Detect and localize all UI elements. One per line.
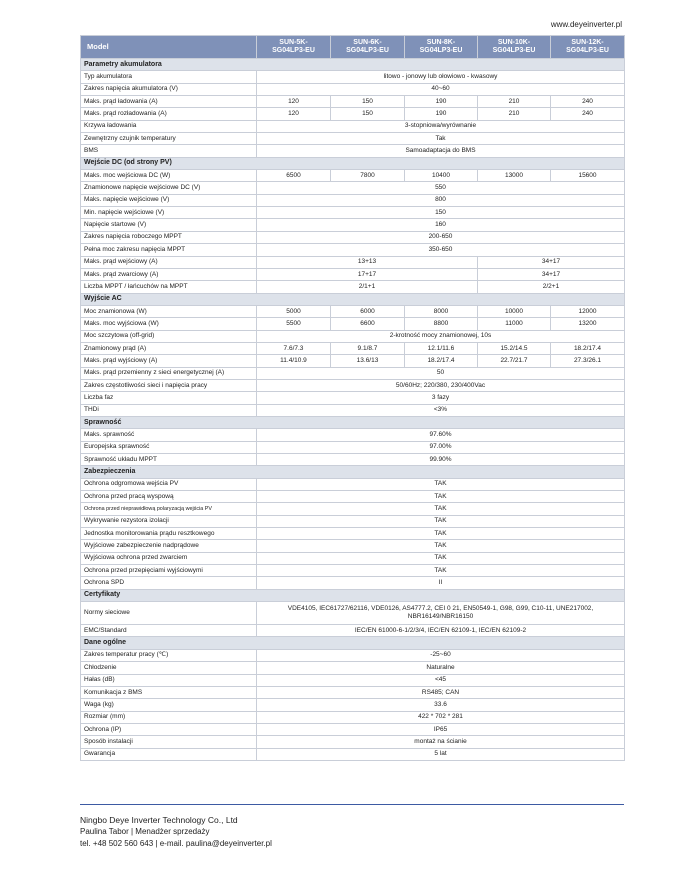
row-label: BMS: [81, 145, 257, 157]
table-row: [81, 268, 625, 280]
model-column-header: SUN-6K- SG04LP3-EU: [331, 36, 405, 59]
row-value: 8000: [405, 305, 478, 317]
row-value: 240: [551, 108, 625, 120]
row-value: 5 lat: [257, 748, 625, 760]
row-value: 11000: [478, 318, 551, 330]
row-value: II: [257, 577, 625, 589]
table-row: [81, 540, 625, 552]
table-row: [81, 83, 625, 95]
row-value: 800: [257, 194, 625, 206]
footer-company: Ningbo Deye Inverter Technology Co., Ltd: [80, 815, 238, 825]
row-value: 97.00%: [257, 441, 625, 453]
table-row: [81, 686, 625, 698]
table-row: [81, 478, 625, 490]
row-value: 97.60%: [257, 429, 625, 441]
model-header: Model: [81, 36, 257, 59]
table-row: [81, 491, 625, 503]
row-value: -25~60: [257, 649, 625, 661]
table-row: [81, 96, 625, 108]
row-value: 10000: [478, 305, 551, 317]
footer-contact-details[interactable]: tel. +48 502 560 643 | e-mail. paulina@deyeinverter.pl: [80, 839, 272, 848]
row-label: Ochrona przed przepięciami wyjściowymi: [81, 565, 257, 577]
table-row: [81, 318, 625, 330]
table-row: [81, 231, 625, 243]
section-title: Wejście DC (od strony PV): [81, 157, 625, 169]
row-value: 6500: [257, 170, 331, 182]
row-value: 7800: [331, 170, 405, 182]
row-value: 2/1+1: [257, 281, 478, 293]
table-row: [81, 392, 625, 404]
row-value: 27.3/26.1: [551, 355, 625, 367]
model-column-header: SUN-8K- SG04LP3-EU: [405, 36, 478, 59]
row-value: Naturalne: [257, 662, 625, 674]
row-value: 5000: [257, 305, 331, 317]
row-label: Waga (kg): [81, 699, 257, 711]
table-row: [81, 145, 625, 157]
row-label: Jednostka monitorowania prądu resztkowego: [81, 528, 257, 540]
row-value: 40~60: [257, 83, 625, 95]
table-row: [81, 367, 625, 379]
model-column-header: SUN-12K- SG04LP3-EU: [551, 36, 625, 59]
table-row: [81, 120, 625, 132]
row-value: 13+13: [257, 256, 478, 268]
row-label: Sposób instalacji: [81, 736, 257, 748]
row-label: Maks. prąd zwarciowy (A): [81, 268, 257, 280]
section-header-row: [81, 59, 625, 71]
row-label: Wyjściowa ochrona przed zwarciem: [81, 552, 257, 564]
row-value: 33.6: [257, 699, 625, 711]
row-value: TAK: [257, 528, 625, 540]
table-row: [81, 429, 625, 441]
table-row: [81, 355, 625, 367]
row-label: Krzywa ładowania: [81, 120, 257, 132]
row-value: 160: [257, 219, 625, 231]
row-value: 210: [478, 96, 551, 108]
table-header-row: [81, 36, 625, 59]
row-value: 34+17: [478, 268, 625, 280]
row-value: Samoadaptacja do BMS: [257, 145, 625, 157]
row-value: 12000: [551, 305, 625, 317]
row-label: Znamionowy prąd (A): [81, 342, 257, 354]
row-label: Europejska sprawność: [81, 441, 257, 453]
table-row: [81, 170, 625, 182]
row-label: Sprawność układu MPPT: [81, 454, 257, 466]
table-row: [81, 515, 625, 527]
section-header-row: [81, 416, 625, 428]
table-row: [81, 625, 625, 637]
row-value: 15600: [551, 170, 625, 182]
model-column-header: SUN-5K- SG04LP3-EU: [257, 36, 331, 59]
table-row: [81, 194, 625, 206]
table-row: [81, 441, 625, 453]
row-label: Maks. prąd ładowania (A): [81, 96, 257, 108]
row-value: 50/60Hz; 220/380, 230/400Vac: [257, 379, 625, 391]
row-label: Typ akumulatora: [81, 71, 257, 83]
row-value: 120: [257, 108, 331, 120]
row-label: Moc znamionowa (W): [81, 305, 257, 317]
row-value: IP65: [257, 723, 625, 735]
section-title: Zabezpieczenia: [81, 466, 625, 478]
row-value: 13000: [478, 170, 551, 182]
table-row: [81, 108, 625, 120]
section-header-row: [81, 637, 625, 649]
row-value: 190: [405, 96, 478, 108]
row-value: 550: [257, 182, 625, 194]
row-value: 422 * 702 * 281: [257, 711, 625, 723]
row-value: 350-650: [257, 244, 625, 256]
row-value: 9.1/8.7: [331, 342, 405, 354]
table-row: [81, 454, 625, 466]
table-row: [81, 565, 625, 577]
table-row: [81, 71, 625, 83]
row-value: 8800: [405, 318, 478, 330]
table-row: [81, 133, 625, 145]
row-value: 18.2/17.4: [551, 342, 625, 354]
row-value: TAK: [257, 491, 625, 503]
row-label: Ochrona odgromowa wejścia PV: [81, 478, 257, 490]
section-header-row: [81, 157, 625, 169]
spec-table: [80, 35, 625, 761]
row-value: 34+17: [478, 256, 625, 268]
table-row: [81, 219, 625, 231]
row-value: 22.7/21.7: [478, 355, 551, 367]
row-value: 99.90%: [257, 454, 625, 466]
row-value: 10400: [405, 170, 478, 182]
row-value: IEC/EN 61000-6-1/2/3/4, IEC/EN 62109-1, IEC/EN 62109-2: [257, 625, 625, 637]
table-row: [81, 503, 625, 515]
table-row: [81, 736, 625, 748]
table-row: [81, 305, 625, 317]
row-label: Maks. prąd rozładowania (A): [81, 108, 257, 120]
footer-contact-person: Paulina Tabor | Menadżer sprzedaży: [80, 827, 210, 836]
footer: [80, 814, 272, 850]
row-label: Liczba faz: [81, 392, 257, 404]
row-value: TAK: [257, 515, 625, 527]
row-value: TAK: [257, 503, 625, 515]
row-value: 190: [405, 108, 478, 120]
row-label: Komunikacja z BMS: [81, 686, 257, 698]
table-row: [81, 723, 625, 735]
row-value: 5500: [257, 318, 331, 330]
section-title: Dane ogólne: [81, 637, 625, 649]
row-value: RS485; CAN: [257, 686, 625, 698]
table-row: [81, 674, 625, 686]
row-label: Znamionowe napięcie wejściowe DC (V): [81, 182, 257, 194]
table-row: [81, 182, 625, 194]
row-value: 12.1/11.6: [405, 342, 478, 354]
row-label: Moc szczytowa (off-grid): [81, 330, 257, 342]
row-label: Maks. moc wyjściowa (W): [81, 318, 257, 330]
row-label: Min. napięcie wejściowe (V): [81, 207, 257, 219]
model-column-header: SUN-10K- SG04LP3-EU: [478, 36, 551, 59]
row-label: Liczba MPPT / łańcuchów na MPPT: [81, 281, 257, 293]
row-label: Napięcie startowe (V): [81, 219, 257, 231]
row-label: Pełna moc zakresu napięcia MPPT: [81, 244, 257, 256]
row-value: 3-stopniowa/wyrównanie: [257, 120, 625, 132]
section-title: Sprawność: [81, 416, 625, 428]
table-row: [81, 699, 625, 711]
row-label: Maks. prąd wyjściowy (A): [81, 355, 257, 367]
row-value: 150: [257, 207, 625, 219]
row-label: Wykrywanie rezystora izolacji: [81, 515, 257, 527]
table-row: [81, 379, 625, 391]
row-value: 13.6/13: [331, 355, 405, 367]
row-value: 13200: [551, 318, 625, 330]
section-title: Parametry akumulatora: [81, 59, 625, 71]
row-label: Ochrona (IP): [81, 723, 257, 735]
section-header-row: [81, 589, 625, 601]
row-value: litowo - jonowy lub ołowiowo - kwasowy: [257, 71, 625, 83]
row-value: 11.4/10.9: [257, 355, 331, 367]
table-row: [81, 552, 625, 564]
row-label: Ochrona SPD: [81, 577, 257, 589]
row-value: TAK: [257, 540, 625, 552]
row-value: 6600: [331, 318, 405, 330]
row-value: 17+17: [257, 268, 478, 280]
row-label: Maks. moc wejściowa DC (W): [81, 170, 257, 182]
row-label: Normy sieciowe: [81, 602, 257, 625]
row-value: 3 fazy: [257, 392, 625, 404]
section-header-row: [81, 466, 625, 478]
row-label: Gwarancja: [81, 748, 257, 760]
row-value: 50: [257, 367, 625, 379]
table-row: [81, 748, 625, 760]
footer-divider: [80, 804, 624, 805]
row-value: VDE4105, IEC61727/62116, VDE0126, AS4777.2, CEI 0 21, EN50549-1, G98, G99, C10-11, UNE217002, NBR16149/NBR16150: [257, 602, 625, 625]
row-value: 18.2/17.4: [405, 355, 478, 367]
row-value: 15.2/14.5: [478, 342, 551, 354]
row-value: 6000: [331, 305, 405, 317]
row-label: Maks. sprawność: [81, 429, 257, 441]
table-row: [81, 528, 625, 540]
row-label: EMC/Standard: [81, 625, 257, 637]
row-value: 2-krotność mocy znamionowej, 10s: [257, 330, 625, 342]
table-row: [81, 602, 625, 625]
row-label: Ochrona przed nieprawidłową polaryzacją wejścia PV: [81, 503, 257, 515]
row-label: Zakres napięcia roboczego MPPT: [81, 231, 257, 243]
row-label: Chłodzenie: [81, 662, 257, 674]
row-value: montaż na ścianie: [257, 736, 625, 748]
row-value: <45: [257, 674, 625, 686]
row-label: Hałas (dB): [81, 674, 257, 686]
row-value: 120: [257, 96, 331, 108]
row-label: Rozmiar (mm): [81, 711, 257, 723]
row-value: 150: [331, 96, 405, 108]
row-value: <3%: [257, 404, 625, 416]
row-value: 240: [551, 96, 625, 108]
row-value: Tak: [257, 133, 625, 145]
table-row: [81, 256, 625, 268]
section-header-row: [81, 293, 625, 305]
row-value: TAK: [257, 552, 625, 564]
row-label: Zewnętrzny czujnik temperatury: [81, 133, 257, 145]
row-label: THDi: [81, 404, 257, 416]
section-title: Wyjście AC: [81, 293, 625, 305]
row-value: 200-650: [257, 231, 625, 243]
spec-table-body: [81, 59, 625, 761]
row-value: TAK: [257, 478, 625, 490]
row-label: Zakres napięcia akumulatora (V): [81, 83, 257, 95]
table-row: [81, 330, 625, 342]
row-label: Wyjściowe zabezpieczenie nadprądowe: [81, 540, 257, 552]
section-title: Certyfikaty: [81, 589, 625, 601]
table-row: [81, 649, 625, 661]
row-label: Maks. prąd przemienny z sieci energetycznej (A): [81, 367, 257, 379]
table-row: [81, 207, 625, 219]
table-row: [81, 244, 625, 256]
table-row: [81, 662, 625, 674]
row-label: Zakres częstotliwości sieci i napięcia pracy: [81, 379, 257, 391]
row-label: Ochrona przed pracą wyspową: [81, 491, 257, 503]
row-value: 7.6/7.3: [257, 342, 331, 354]
table-row: [81, 577, 625, 589]
row-value: 150: [331, 108, 405, 120]
row-label: Zakres temperatur pracy (℃): [81, 649, 257, 661]
row-value: 2/2+1: [478, 281, 625, 293]
row-value: TAK: [257, 565, 625, 577]
table-row: [81, 404, 625, 416]
website-url[interactable]: www.deyeinverter.pl: [550, 20, 622, 29]
row-label: Maks. prąd wejściowy (A): [81, 256, 257, 268]
table-row: [81, 342, 625, 354]
table-row: [81, 711, 625, 723]
table-row: [81, 281, 625, 293]
row-label: Maks. napięcie wejściowe (V): [81, 194, 257, 206]
row-value: 210: [478, 108, 551, 120]
